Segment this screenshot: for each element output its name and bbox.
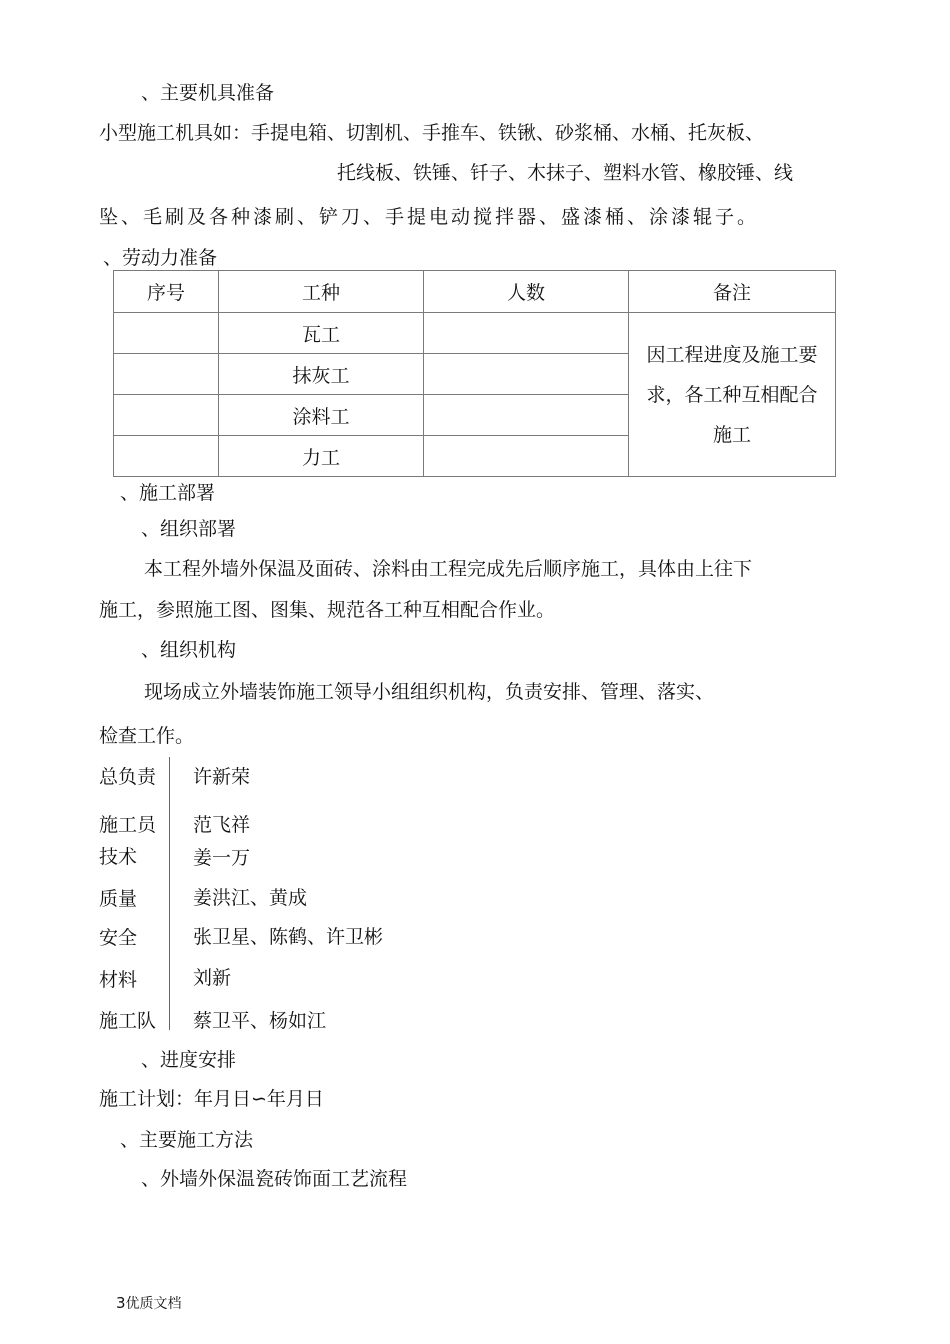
equipment-text-line-3: 坠、毛刷及各种漆刷、铲刀、手提电动搅拌器、盛漆桶、涂漆辊子。 <box>99 206 760 228</box>
cell-count <box>424 436 629 477</box>
org-people: 范飞祥 <box>193 814 251 836</box>
org-structure-heading: 、组织机构 <box>141 639 237 661</box>
methods-sub-heading: 、外墙外保温瓷砖饰面工艺流程 <box>141 1168 408 1190</box>
labor-table-header-row <box>114 271 836 313</box>
schedule-heading: 、进度安排 <box>141 1049 237 1071</box>
org-deploy-text-line-2: 施工，参照施工图、图集、规范各工种互相配合作业。 <box>99 599 556 621</box>
org-role: 质量 <box>99 888 138 910</box>
org-role: 技术 <box>99 846 138 868</box>
header-trade: 工种 <box>219 271 424 313</box>
equipment-text-line-2: 托线板、铁锤、钎子、木抹子、塑料水管、橡胶锤、线 <box>337 162 794 184</box>
cell-no <box>114 354 219 395</box>
equipment-text-line-1: 小型施工机具如：手提电箱、切割机、手推车、铁锹、砂浆桶、水桶、托灰板、 <box>99 122 765 144</box>
remark-line-3: 施工 <box>712 423 751 446</box>
schedule-text: 施工计划：年月日∽年月日 <box>99 1088 324 1110</box>
methods-heading: 、主要施工方法 <box>120 1129 254 1151</box>
org-divider-line <box>169 757 170 1030</box>
cell-trade: 涂料工 <box>219 395 424 436</box>
remark-line-2: 求，各工种互相配合 <box>646 383 818 406</box>
org-people: 刘新 <box>193 967 232 989</box>
org-deploy-text-line-1: 本工程外墙外保温及面砖、涂料由工程完成先后顺序施工，具体由上往下 <box>144 558 753 580</box>
footer-label: 优质文档 <box>125 1296 182 1312</box>
header-count: 人数 <box>424 271 629 313</box>
labor-table <box>113 270 836 477</box>
org-people: 蔡卫平、杨如江 <box>193 1010 327 1032</box>
org-structure-text-line-1: 现场成立外墙装饰施工领导小组组织机构，负责安排、管理、落实、 <box>144 681 715 703</box>
org-structure-text-line-2: 检查工作。 <box>99 725 195 747</box>
cell-count <box>424 354 629 395</box>
org-people: 姜一万 <box>193 847 251 869</box>
remark-line-1: 因工程进度及施工要 <box>646 343 818 366</box>
cell-count <box>424 395 629 436</box>
table-row <box>114 313 836 354</box>
org-role: 材料 <box>99 969 138 991</box>
cell-trade: 抹灰工 <box>219 354 424 395</box>
cell-trade: 瓦工 <box>219 313 424 354</box>
equipment-heading: 、主要机具准备 <box>141 82 275 104</box>
org-people: 张卫星、陈鹤、许卫彬 <box>193 926 384 948</box>
cell-no <box>114 313 219 354</box>
org-role: 安全 <box>99 927 138 949</box>
cell-count <box>424 313 629 354</box>
header-no: 序号 <box>114 271 219 313</box>
page-number: 3 <box>116 1294 126 1312</box>
cell-no <box>114 395 219 436</box>
cell-trade: 力工 <box>219 436 424 477</box>
org-people: 许新荣 <box>193 766 251 788</box>
org-role: 施工队 <box>99 1010 157 1032</box>
labor-heading: 、劳动力准备 <box>103 247 218 269</box>
org-role: 总负责 <box>99 766 157 788</box>
header-remark: 备注 <box>629 271 836 313</box>
deploy-heading: 、施工部署 <box>120 482 216 504</box>
cell-no <box>114 436 219 477</box>
org-deploy-heading: 、组织部署 <box>141 518 237 540</box>
cell-remark <box>629 313 836 477</box>
org-role: 施工员 <box>99 814 157 836</box>
org-people: 姜洪江、黄成 <box>193 887 308 909</box>
page-footer <box>116 1293 182 1313</box>
